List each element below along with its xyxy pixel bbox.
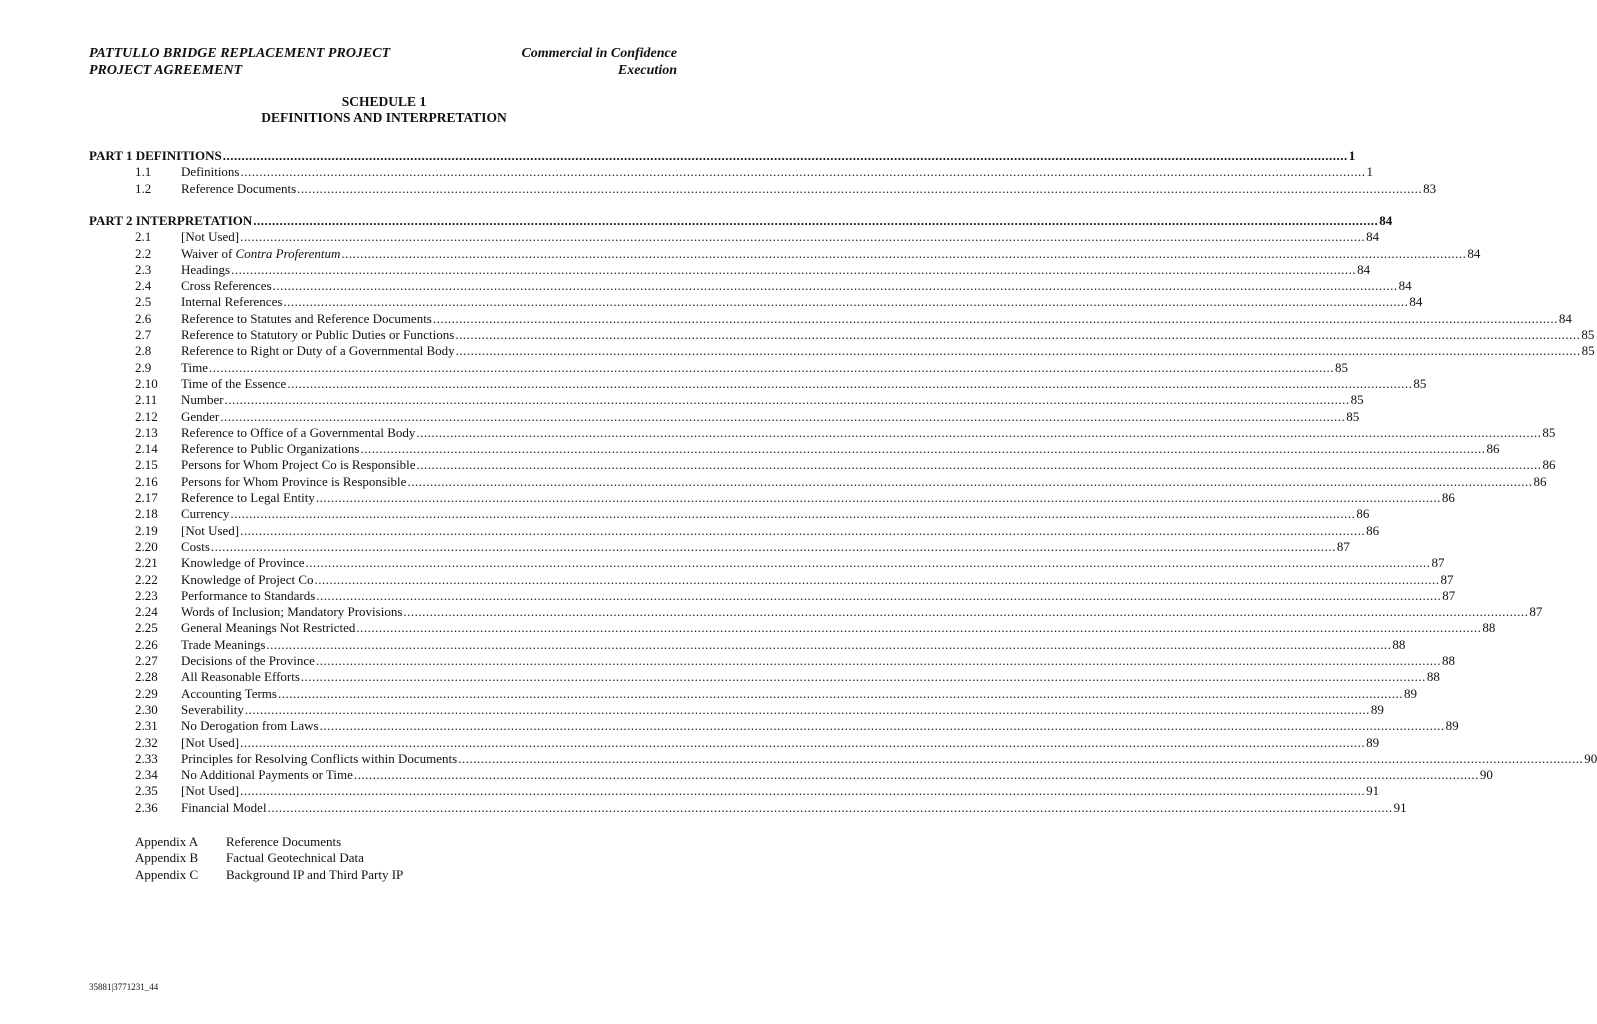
toc-section-title-text: Accounting Terms — [181, 685, 277, 701]
toc-page-number: 88 — [1392, 636, 1406, 652]
toc-part2 — [89, 213, 1597, 816]
toc-section-number: 2.5 — [135, 294, 152, 310]
toc-section-title-text: Reference to Public Organizations — [181, 441, 360, 457]
toc-page-number: 87 — [1529, 604, 1543, 620]
toc-section-number: 2.14 — [135, 441, 158, 457]
toc-dot-leader: ............................................................................................................................................................................................................................................................................................................ — [458, 750, 1584, 766]
toc-section-entry[interactable] — [89, 750, 1597, 767]
toc-section-entry[interactable] — [89, 164, 1373, 180]
toc-entry-line — [181, 343, 1595, 359]
toc-section-entry[interactable] — [89, 327, 1595, 343]
toc-section-title — [181, 702, 245, 718]
toc-page-number: 88 — [1441, 653, 1455, 669]
appendix-list — [135, 834, 635, 883]
toc-section-number: 2.32 — [135, 734, 158, 750]
toc-section-entry[interactable] — [89, 701, 1384, 718]
toc-section-entry[interactable] — [89, 636, 1406, 653]
toc-section-number: 2.1 — [135, 229, 152, 245]
toc-entry-line — [181, 359, 1348, 376]
toc-section-title-text: Number — [181, 392, 224, 408]
toc-section-title-text: Reference Documents — [181, 180, 297, 196]
toc-dot-leader: ............................................................................................................................................................................................................................................................................................................ — [416, 424, 1542, 440]
toc-section-title-text: [Not Used] — [181, 734, 240, 750]
toc-section-title-text: [Not Used] — [181, 783, 240, 799]
toc-page-number: 1 — [1348, 148, 1356, 163]
toc-entry-line — [181, 734, 1380, 751]
toc-entry-line — [181, 571, 1454, 588]
toc-dot-leader: ............................................................................................................................................................................................................................................................................................................ — [416, 457, 1542, 473]
toc-section-entry[interactable] — [89, 245, 1481, 262]
toc-entry-line — [181, 245, 1481, 262]
toc-section-title-text: [Not Used] — [181, 229, 240, 245]
toc-dot-leader: ............................................................................................................................................................................................................................................................................................................ — [240, 522, 1366, 538]
toc-page-number: 86 — [1356, 506, 1370, 522]
toc-section-number: 2.30 — [135, 701, 158, 717]
toc-page-number: 87 — [1336, 538, 1350, 554]
header-status: Execution — [617, 63, 677, 78]
toc-section-title-text: Severability — [181, 701, 244, 717]
toc-section-title — [181, 262, 231, 278]
toc-section-title-text: Knowledge of Province — [181, 555, 305, 571]
toc-section-number: 2.33 — [135, 750, 158, 766]
toc-entry-line — [181, 408, 1360, 425]
appendix-entry[interactable] — [135, 850, 635, 866]
toc-section-entry[interactable] — [89, 424, 1556, 441]
toc-section-title — [181, 409, 220, 425]
toc-section-title — [181, 392, 225, 408]
toc-dot-leader: ............................................................................................................................................................................................................................................................................................................ — [220, 408, 1346, 424]
toc-entry-line — [181, 767, 1493, 783]
toc-section-entry[interactable] — [89, 604, 1543, 620]
toc-dot-leader: ............................................................................................................................................................................................................................................................................................................ — [455, 343, 1581, 359]
toc-section-number: 2.24 — [135, 604, 158, 620]
toc-page-number: 86 — [1542, 457, 1556, 473]
toc-section-title-text: Words of Inclusion; Mandatory Provisions — [181, 604, 403, 620]
toc-section-entry[interactable] — [89, 278, 1412, 294]
toc-page-number: 1 — [1366, 164, 1373, 180]
schedule-subtitle: DEFINITIONS AND INTERPRETATION — [261, 110, 507, 125]
appendix-entry[interactable] — [135, 867, 635, 883]
toc-page-number: 88 — [1426, 669, 1440, 685]
toc-section-number: 2.13 — [135, 424, 158, 440]
toc-section-title-text: Currency — [181, 506, 230, 522]
appendix-title: Reference Documents — [226, 834, 342, 849]
toc-entry-line — [181, 750, 1597, 767]
toc-section-title — [181, 474, 407, 490]
toc-section-title — [181, 376, 287, 392]
toc-dot-leader: ............................................................................................................................................................................................................................................................................................................ — [403, 604, 1529, 620]
toc-section-number: 2.15 — [135, 457, 158, 473]
header-left — [89, 45, 390, 79]
toc-page-number: 84 — [1398, 278, 1412, 294]
toc-section-title-text: Persons for Whom Project Co is Responsible — [181, 457, 416, 473]
toc-section-title — [181, 246, 341, 262]
toc-dot-leader: ............................................................................................................................................................................................................................................................................................................ — [240, 164, 1366, 180]
toc-dot-leader: ............................................................................................................................................................................................................................................................................................................ — [277, 685, 1403, 701]
toc-section-title — [181, 490, 316, 506]
toc-section-title-text: All Reasonable Efforts — [181, 669, 300, 685]
toc-section-number: 2.11 — [135, 392, 158, 408]
toc-section-entry[interactable] — [89, 294, 1423, 310]
toc-section-title — [181, 229, 240, 245]
toc-section-number: 2.26 — [135, 636, 158, 652]
toc-page-number: 85 — [1581, 343, 1595, 359]
toc-section-title-text: Waiver of — [181, 245, 236, 261]
toc-section-title — [181, 360, 209, 376]
toc-section-number: 2.2 — [135, 245, 152, 261]
toc-section-title — [181, 164, 241, 180]
toc-page-number: 85 — [1346, 408, 1360, 424]
toc-entry-line — [181, 506, 1370, 522]
toc-section-title-text: Reference to Legal Entity — [181, 490, 315, 506]
toc-section-title-text: No Derogation from Laws — [181, 718, 319, 734]
toc-section-title-text: Knowledge of Project Co — [181, 571, 314, 587]
toc-dot-leader: ............................................................................................................................................................................................................................................................................................................ — [267, 799, 1393, 815]
toc-dot-leader: ............................................................................................................................................................................................................................................................................................................ — [224, 392, 1350, 408]
toc-section-number: 2.20 — [135, 538, 158, 554]
toc-section-number: 2.22 — [135, 571, 158, 587]
toc-section-title-text: No Additional Payments or Time — [181, 767, 353, 783]
toc-section-number: 2.6 — [135, 310, 152, 326]
toc-section-number: 2.18 — [135, 506, 158, 522]
toc-section-title-text: Reference to Office of a Governmental Body — [181, 424, 416, 440]
toc-section-title — [181, 343, 456, 359]
toc-dot-leader: ............................................................................................................................................................................................................................................................................................................ — [272, 278, 1398, 294]
toc-section-entry[interactable] — [89, 343, 1595, 359]
toc-section-number: 1.2 — [135, 180, 152, 196]
toc-section-title-text: [Not Used] — [181, 522, 240, 538]
toc-section-title-text: Time — [181, 359, 208, 375]
toc-entry-line — [181, 701, 1384, 718]
toc-part1 — [89, 148, 1437, 197]
toc-section-title — [181, 327, 455, 343]
toc-entry-line — [181, 522, 1380, 539]
toc-section-entry[interactable] — [89, 375, 1427, 392]
toc-section-entry[interactable] — [89, 441, 1500, 457]
toc-entry-line — [181, 327, 1595, 343]
toc-dot-leader: ............................................................................................................................................................................................................................................................................................................ — [230, 506, 1356, 522]
toc-page-number: 87 — [1431, 555, 1445, 571]
header-project-name: PATTULLO BRIDGE REPLACEMENT PROJECT — [89, 46, 391, 61]
appendix-id: Appendix A — [135, 834, 199, 849]
toc-section-number: 2.3 — [135, 261, 152, 277]
toc-section-title — [181, 278, 273, 294]
toc-section-entry[interactable] — [89, 408, 1360, 425]
toc-section-entry[interactable] — [89, 718, 1459, 734]
toc-page-number: 85 — [1581, 327, 1595, 343]
toc-section-entry[interactable] — [89, 783, 1380, 799]
toc-section-title-text: Definitions — [181, 164, 240, 180]
toc-dot-leader: ............................................................................................................................................................................................................................................................................................................ — [297, 180, 1423, 196]
toc-section-number: 2.31 — [135, 718, 158, 734]
toc-page-number: 84 — [1467, 245, 1481, 261]
toc-section-number: 2.27 — [135, 653, 158, 669]
toc-page-number: 85 — [1334, 359, 1348, 375]
toc-dot-leader: ............................................................................................................................................................................................................................................................................................................ — [315, 653, 1441, 669]
toc-section-entry[interactable] — [89, 310, 1572, 327]
toc-section-title-text: Reference to Right or Duty of a Governmental Body — [181, 343, 455, 359]
header-agreement-name: PROJECT AGREEMENT — [89, 63, 243, 78]
toc-section-title — [181, 637, 266, 653]
toc-page-number: 89 — [1366, 734, 1380, 750]
toc-section-number: 1.1 — [135, 164, 152, 180]
toc-dot-leader: ............................................................................................................................................................................................................................................................................................................ — [356, 620, 1482, 636]
toc-dot-leader: ............................................................................................................................................................................................................................................................................................................ — [210, 538, 1336, 554]
toc-entry-line — [181, 783, 1380, 799]
toc-page-number: 88 — [1482, 620, 1496, 636]
toc-dot-leader: ............................................................................................................................................................................................................................................................................................................ — [222, 148, 1348, 163]
toc-section-title-italic: Contra Proferentum — [235, 245, 341, 261]
toc-dot-leader: ............................................................................................................................................................................................................................................................................................................ — [315, 490, 1441, 506]
toc-page-number: 91 — [1393, 799, 1407, 815]
toc-section-entry[interactable] — [89, 734, 1380, 751]
toc-dot-leader: ............................................................................................................................................................................................................................................................................................................ — [253, 213, 1379, 228]
toc-page-number: 91 — [1366, 783, 1380, 799]
toc-section-title-text: Trade Meanings — [181, 636, 266, 652]
toc-section-title — [181, 555, 305, 571]
toc-entry-line — [181, 587, 1456, 604]
toc-page-number: 84 — [1558, 310, 1572, 326]
toc-page-number: 85 — [1413, 375, 1427, 391]
toc-page-number: 84 — [1357, 261, 1371, 277]
toc-section-title — [181, 294, 283, 310]
toc-entry-line — [181, 278, 1412, 294]
toc-section-number: 2.23 — [135, 587, 158, 603]
toc-entry-line — [181, 441, 1500, 457]
toc-section-entry[interactable] — [89, 506, 1370, 522]
toc-section-number: 2.19 — [135, 522, 158, 538]
toc-section-title-text: Cross References — [181, 278, 272, 294]
toc-entry-line — [181, 164, 1373, 180]
toc-page-number: 86 — [1441, 490, 1455, 506]
toc-section-entry[interactable] — [89, 587, 1456, 604]
toc-section-title-text: Persons for Whom Province is Responsible — [181, 473, 407, 489]
toc-dot-leader: ............................................................................................................................................................................................................................................................................................................ — [407, 473, 1533, 489]
toc-section-title-text: Principles for Resolving Conflicts within Documents — [181, 750, 458, 766]
toc-section-title — [181, 457, 416, 473]
toc-entry-line — [181, 538, 1350, 555]
toc-dot-leader: ............................................................................................................................................................................................................................................................................................................ — [208, 359, 1334, 375]
toc-entry-line — [181, 685, 1417, 702]
toc-dot-leader: ............................................................................................................................................................................................................................................................................................................ — [455, 327, 1581, 343]
toc-page-number: 86 — [1533, 473, 1547, 489]
toc-section-number: 2.29 — [135, 685, 158, 701]
toc-section-entry[interactable] — [89, 538, 1350, 555]
toc-section-entry[interactable] — [89, 653, 1455, 669]
toc-section-title — [181, 653, 316, 669]
toc-entry-line — [181, 718, 1459, 734]
toc-section-number: 2.12 — [135, 408, 158, 424]
toc-part-title: PART 1 DEFINITIONS — [89, 148, 222, 163]
toc-dot-leader: ............................................................................................................................................................................................................................................................................................................ — [432, 310, 1558, 326]
toc-section-title-text: Performance to Standards — [181, 587, 316, 603]
toc-entry-line — [89, 148, 1356, 164]
toc-page-number: 84 — [1366, 229, 1380, 245]
document-id: 35881|3771231_44 — [89, 982, 159, 992]
toc-section-title — [181, 751, 458, 767]
toc-entry-line — [181, 392, 1364, 408]
toc-section-entry[interactable] — [89, 685, 1417, 702]
toc-section-title-text: Gender — [181, 408, 220, 424]
toc-section-number: 2.35 — [135, 783, 158, 799]
toc-section-number: 2.17 — [135, 490, 158, 506]
toc-section-title — [181, 767, 354, 783]
toc-page-number: 89 — [1445, 718, 1459, 734]
toc-part-heading[interactable] — [89, 213, 1393, 229]
toc-section-title — [181, 441, 360, 457]
toc-page-number: 89 — [1403, 685, 1417, 701]
toc-page-number: 84 — [1379, 213, 1393, 228]
toc-section-entry[interactable] — [89, 180, 1437, 197]
toc-entry-line — [181, 636, 1406, 653]
toc-dot-leader: ............................................................................................................................................................................................................................................................................................................ — [231, 261, 1357, 277]
toc-entry-line — [181, 620, 1496, 636]
toc-section-entry[interactable] — [89, 457, 1556, 473]
toc-section-number: 2.10 — [135, 375, 158, 391]
toc-entry-line — [181, 180, 1437, 197]
toc-dot-leader: ............................................................................................................................................................................................................................................................................................................ — [360, 441, 1486, 457]
toc-section-title — [181, 783, 240, 799]
toc-page-number: 83 — [1423, 180, 1437, 196]
toc-section-entry[interactable] — [89, 392, 1364, 408]
toc-section-title — [181, 588, 316, 604]
toc-dot-leader: ............................................................................................................................................................................................................................................................................................................ — [341, 245, 1467, 261]
toc-section-number: 2.25 — [135, 620, 158, 636]
toc-page-number: 85 — [1542, 424, 1556, 440]
toc-entry-line — [181, 229, 1380, 245]
toc-entry-line — [181, 457, 1556, 473]
toc-section-title — [181, 539, 211, 555]
appendix-id: Appendix C — [135, 866, 199, 882]
toc-dot-leader: ............................................................................................................................................................................................................................................................................................................ — [305, 555, 1431, 571]
toc-section-title — [181, 604, 403, 620]
toc-section-entry[interactable] — [89, 359, 1348, 376]
header-right — [521, 45, 677, 79]
toc-dot-leader: ............................................................................................................................................................................................................................................................................................................ — [244, 701, 1370, 717]
toc-section-entry[interactable] — [89, 261, 1371, 278]
toc-page-number: 85 — [1350, 392, 1364, 408]
appendix-entry[interactable] — [135, 834, 635, 850]
toc-section-title-text: Decisions of the Province — [181, 653, 315, 669]
toc-section-number: 2.36 — [135, 799, 158, 815]
toc-section-number: 2.7 — [135, 327, 152, 343]
toc-section-title-text: Reference to Statutes and Reference Documents — [181, 310, 432, 326]
toc-section-title-text: Reference to Statutory or Public Duties or Functions — [181, 327, 455, 343]
toc-entry-line — [181, 261, 1371, 278]
toc-section-number: 2.21 — [135, 555, 158, 571]
toc-page-number: 89 — [1370, 701, 1384, 717]
toc-section-entry[interactable] — [89, 571, 1454, 588]
toc-section-entry[interactable] — [89, 490, 1455, 506]
toc-section-number: 2.9 — [135, 359, 152, 375]
toc-page-number: 90 — [1479, 767, 1493, 783]
toc-section-title-text: Internal References — [181, 294, 283, 310]
appendix-title: Background IP and Third Party IP — [226, 866, 404, 882]
toc-section-entry[interactable] — [89, 799, 1407, 816]
toc-section-title — [181, 572, 315, 588]
toc-entry-line — [181, 490, 1455, 506]
toc-section-number: 2.16 — [135, 473, 158, 489]
schedule-title: SCHEDULE 1 — [341, 94, 427, 109]
toc-page-number: 87 — [1442, 587, 1456, 603]
toc-section-title-text: Costs — [181, 538, 210, 554]
toc-section-number: 2.4 — [135, 278, 152, 294]
toc-section-entry[interactable] — [89, 229, 1380, 245]
toc-section-title-text: Financial Model — [181, 799, 267, 815]
toc-section-title — [181, 523, 240, 539]
toc-dot-leader: ............................................................................................................................................................................................................................................................................................................ — [266, 636, 1392, 652]
toc-dot-leader: ............................................................................................................................................................................................................................................................................................................ — [300, 669, 1426, 685]
toc-section-title — [181, 686, 278, 702]
toc-entry-line — [89, 213, 1393, 229]
toc-section-entry[interactable] — [89, 473, 1547, 490]
toc-dot-leader: ............................................................................................................................................................................................................................................................................................................ — [319, 718, 1445, 734]
toc-section-title — [181, 800, 268, 816]
toc-section-entry[interactable] — [89, 669, 1440, 685]
toc-entry-line — [181, 669, 1440, 685]
toc-page-number: 84 — [1409, 294, 1423, 310]
toc-section-title-text: General Meanings Not Restricted — [181, 620, 356, 636]
header-confidentiality: Commercial in Confidence — [521, 46, 677, 61]
toc-part-title: PART 2 INTERPRETATION — [89, 213, 253, 228]
toc-section-entry[interactable] — [89, 767, 1493, 783]
toc-page-number: 87 — [1440, 571, 1454, 587]
toc-page-number: 86 — [1486, 441, 1500, 457]
toc-section-entry[interactable] — [89, 620, 1496, 636]
toc-section-number: 2.28 — [135, 669, 158, 685]
toc-dot-leader: ............................................................................................................................................................................................................................................................................................................ — [314, 571, 1440, 587]
toc-entry-line — [181, 653, 1455, 669]
toc-section-title — [181, 718, 320, 734]
toc-section-title — [181, 425, 416, 441]
toc-dot-leader: ............................................................................................................................................................................................................................................................................................................ — [240, 783, 1366, 799]
toc-section-title — [181, 735, 240, 751]
toc-section-number: 2.34 — [135, 767, 158, 783]
toc-entry-line — [181, 473, 1547, 490]
toc-entry-line — [181, 375, 1427, 392]
toc-entry-line — [181, 310, 1572, 327]
toc-entry-line — [181, 424, 1556, 441]
toc-page-number: 90 — [1584, 750, 1597, 766]
toc-entry-line — [181, 294, 1423, 310]
toc-entry-line — [181, 555, 1445, 571]
toc-section-title — [181, 669, 301, 685]
toc-dot-leader: ............................................................................................................................................................................................................................................................................................................ — [316, 587, 1442, 603]
toc-section-entry[interactable] — [89, 522, 1380, 539]
toc-part-heading[interactable] — [89, 148, 1356, 164]
toc-section-title — [181, 311, 433, 327]
toc-section-title — [181, 620, 356, 636]
toc-dot-leader: ............................................................................................................................................................................................................................................................................................................ — [240, 229, 1366, 245]
toc-dot-leader: ............................................................................................................................................................................................................................................................................................................ — [353, 767, 1479, 783]
appendix-id: Appendix B — [135, 850, 199, 866]
toc-section-title-text: Time of the Essence — [181, 375, 287, 391]
toc-section-title — [181, 506, 230, 522]
toc-entry-line — [181, 799, 1407, 816]
appendix-title: Factual Geotechnical Data — [226, 850, 364, 866]
toc-section-title-text: Headings — [181, 261, 231, 277]
toc-section-title — [181, 181, 297, 197]
toc-section-number: 2.8 — [135, 343, 152, 359]
toc-section-entry[interactable] — [89, 555, 1445, 571]
toc-dot-leader: ............................................................................................................................................................................................................................................................................................................ — [240, 734, 1366, 750]
toc-dot-leader: ............................................................................................................................................................................................................................................................................................................ — [283, 294, 1409, 310]
toc-page-number: 86 — [1366, 522, 1380, 538]
toc-dot-leader: ............................................................................................................................................................................................................................................................................................................ — [287, 375, 1413, 391]
toc-entry-line — [181, 604, 1543, 620]
